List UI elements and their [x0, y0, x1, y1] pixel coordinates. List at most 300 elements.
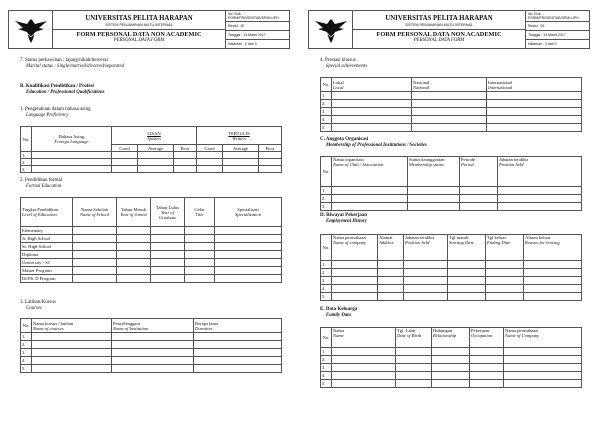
level-good: Good [112, 145, 138, 152]
table-row [321, 195, 582, 203]
col-institution: Penyelenggara Name of Institution [112, 319, 194, 333]
level-cell[interactable] [196, 166, 222, 173]
org-name-input[interactable] [332, 187, 408, 195]
school-input[interactable] [73, 227, 117, 235]
international-input[interactable] [487, 100, 582, 108]
position-input[interactable] [404, 277, 448, 285]
col-name: Nama Name [332, 328, 396, 348]
reason-input[interactable] [524, 285, 582, 293]
col-title: Gelar Title [185, 198, 215, 227]
local-input[interactable] [332, 116, 412, 124]
col-relationship: Hubungan Relationship [432, 328, 470, 348]
school-input[interactable] [73, 243, 117, 251]
family-table [320, 327, 582, 388]
col-reason: Alasan keluar Reason for leaving [524, 235, 582, 261]
formal-education-section [20, 178, 62, 190]
address-input[interactable] [378, 285, 404, 293]
year-in-input[interactable] [117, 259, 151, 267]
table-row [21, 166, 282, 173]
col-local: Lokal Local [332, 78, 412, 92]
level-cell[interactable] [196, 152, 222, 159]
row-number: 3. [21, 166, 32, 173]
local-input[interactable] [332, 100, 412, 108]
table-row [321, 372, 582, 380]
national-input[interactable] [412, 116, 487, 124]
table-row [321, 348, 582, 356]
col-year-joined: Tahun Masuk Year of Joined [117, 198, 151, 227]
course-input[interactable] [32, 365, 112, 373]
occupation-input[interactable] [470, 364, 504, 372]
end-date-input[interactable] [486, 269, 524, 277]
system-name: SISTEM PENJAMINAN MUTU INTERNAL [405, 22, 473, 27]
table-row [321, 203, 582, 211]
position-input[interactable] [404, 261, 448, 269]
membership-section [320, 137, 427, 149]
achievements-subheading: Special achievements [326, 64, 368, 70]
date: Tanggal : 13 Maret 2017 [526, 31, 590, 40]
duration-input[interactable] [194, 341, 282, 349]
level-cell[interactable] [173, 166, 196, 173]
year-out-input[interactable] [151, 243, 185, 251]
row-number: 4. [21, 357, 32, 365]
status-input[interactable] [408, 187, 460, 195]
reason-input[interactable] [524, 261, 582, 269]
col-language: Bahasa Asing Foreign Language [32, 127, 112, 152]
col-spoken: LISAN Spoken [112, 127, 197, 145]
duration-input[interactable] [194, 365, 282, 373]
education-level: Sr. High School [21, 243, 73, 251]
reason-input[interactable] [524, 269, 582, 277]
col-no: No. [321, 157, 332, 187]
page-number: Halaman : 3 dari 3 [526, 40, 590, 49]
table-row [21, 227, 282, 235]
relationship-input[interactable] [432, 380, 470, 388]
level-poor: Poor [258, 145, 281, 152]
col-national: Nasional National [412, 78, 487, 92]
employment-table [320, 234, 582, 301]
marital-status-section [20, 58, 124, 70]
dob-input[interactable] [396, 364, 432, 372]
title-input[interactable] [185, 235, 215, 243]
international-input[interactable] [487, 108, 582, 116]
formal-education-subheading: Formal Education [26, 184, 62, 190]
status-input[interactable] [408, 203, 460, 211]
level-cell[interactable] [196, 159, 222, 166]
row-number: 2. [21, 159, 32, 166]
family-heading: E. Data Keluarga [320, 307, 358, 312]
dob-input[interactable] [396, 372, 432, 380]
education-level: Master Program [21, 267, 73, 275]
specialization-input[interactable] [215, 259, 282, 267]
revision: Revisi : 00 [526, 22, 590, 31]
col-period: Periode Period [460, 157, 498, 187]
row-number: 1. [321, 348, 332, 356]
table-row [321, 285, 582, 293]
family-section [320, 307, 357, 319]
achievements-section [320, 58, 367, 70]
institution-input[interactable] [112, 341, 194, 349]
table-row [321, 124, 582, 132]
relationship-input[interactable] [432, 356, 470, 364]
col-start-date: Tgl masuk Starting Date [448, 235, 486, 261]
formal-education-heading: 2. Pendidikan formal [20, 178, 63, 183]
name-input[interactable] [332, 364, 396, 372]
col-end-date: Tgl keluar Ending Date [486, 235, 524, 261]
national-input[interactable] [412, 108, 487, 116]
table-row [321, 293, 582, 301]
table-row [321, 187, 582, 195]
school-input[interactable] [73, 259, 117, 267]
table-row [21, 159, 282, 166]
form-header [308, 10, 590, 49]
col-position: Jabatan terakhir Position held [404, 235, 448, 261]
relationship-input[interactable] [432, 364, 470, 372]
language-input[interactable] [32, 152, 112, 159]
duration-input[interactable] [194, 357, 282, 365]
achievements-heading: 4. Prestasi khusus [320, 58, 356, 63]
position-input[interactable] [498, 187, 582, 195]
local-input[interactable] [332, 108, 412, 116]
year-out-input[interactable] [151, 251, 185, 259]
address-input[interactable] [378, 269, 404, 277]
specialization-input[interactable] [215, 275, 282, 283]
period-input[interactable] [460, 203, 498, 211]
year-in-input[interactable] [117, 243, 151, 251]
row-number: 3. [321, 364, 332, 372]
end-date-input[interactable] [486, 293, 524, 301]
status-input[interactable] [408, 195, 460, 203]
col-position: Jabatan terakhir Position held [498, 157, 582, 187]
course-input[interactable] [32, 349, 112, 357]
dob-input[interactable] [396, 380, 432, 388]
level-cell[interactable] [138, 159, 174, 166]
company-input[interactable] [332, 285, 378, 293]
start-date-input[interactable] [448, 261, 486, 269]
table-row [321, 100, 582, 108]
col-specialization: Spesialisasi Specialization [215, 198, 282, 227]
specialization-input[interactable] [215, 227, 282, 235]
table-row [21, 365, 282, 373]
language-heading: 1. Pengetahuan dalam bahasa asing [20, 107, 91, 112]
col-no: No. [321, 235, 332, 261]
company-input[interactable] [332, 261, 378, 269]
col-no: No. [21, 319, 32, 333]
year-out-input[interactable] [151, 259, 185, 267]
specialization-input[interactable] [215, 243, 282, 251]
col-org-name: Nama organisasi Name of Club / Association [332, 157, 408, 187]
col-no: No. [21, 127, 32, 152]
relationship-input[interactable] [432, 348, 470, 356]
national-input[interactable] [412, 92, 487, 100]
duration-input[interactable] [194, 349, 282, 357]
institution-input[interactable] [112, 333, 194, 341]
col-school: Nama Sekolah Name of School [73, 198, 117, 227]
year-out-input[interactable] [151, 227, 185, 235]
school-input[interactable] [73, 267, 117, 275]
international-input[interactable] [487, 116, 582, 124]
row-number: 2. [321, 356, 332, 364]
level-cell[interactable] [112, 159, 138, 166]
company-input[interactable] [504, 356, 582, 364]
title-input[interactable] [185, 227, 215, 235]
education-heading: B. Kualifikasi Pendidikan / Profesi [20, 84, 94, 89]
col-duration: Berapa lama Duration [194, 319, 282, 333]
education-level: Diploma [21, 251, 73, 259]
table-row [21, 152, 282, 159]
company-input[interactable] [504, 380, 582, 388]
period-input[interactable] [460, 187, 498, 195]
title-input[interactable] [185, 243, 215, 251]
title-input[interactable] [185, 259, 215, 267]
occupation-input[interactable] [470, 356, 504, 364]
courses-subheading: Courses [26, 306, 42, 312]
local-input[interactable] [332, 124, 412, 132]
revision: Revisi : 00 [226, 22, 290, 31]
level-cell[interactable] [223, 159, 259, 166]
year-in-input[interactable] [117, 251, 151, 259]
company-input[interactable] [504, 372, 582, 380]
level-average: Average [138, 145, 174, 152]
company-input[interactable] [332, 293, 378, 301]
end-date-input[interactable] [486, 277, 524, 285]
name-input[interactable] [332, 372, 396, 380]
position-input[interactable] [404, 269, 448, 277]
col-occupation: Pekerjaan Occupation [470, 328, 504, 348]
col-no: No. [321, 78, 332, 92]
name-input[interactable] [332, 380, 396, 388]
position-input[interactable] [498, 195, 582, 203]
specialization-input[interactable] [215, 267, 282, 275]
table-row [21, 243, 282, 251]
university-name: UNIVERSITAS PELITA HARAPAN [85, 15, 193, 23]
row-number: 1. [21, 333, 32, 341]
family-subheading: Family Data [326, 313, 351, 319]
table-row [321, 261, 582, 269]
row-number: 3. [321, 277, 332, 285]
year-in-input[interactable] [117, 275, 151, 283]
occupation-input[interactable] [470, 372, 504, 380]
achievements-table [320, 77, 582, 132]
col-date-of-birth: Tgl. Lahir Date of Birth [396, 328, 432, 348]
title-input[interactable] [185, 267, 215, 275]
level-cell[interactable] [258, 159, 281, 166]
level-cell[interactable] [138, 152, 174, 159]
education-level: Dr/Ph. D Program [21, 275, 73, 283]
level-cell[interactable] [258, 166, 281, 173]
table-row [21, 341, 282, 349]
form-title: FORM PERSONAL DATA NON ACADEMIC [76, 31, 202, 39]
year-out-input[interactable] [151, 235, 185, 243]
form-subtitle: PERSONAL DATA FORM [413, 38, 465, 44]
school-input[interactable] [73, 235, 117, 243]
row-number: 5. [21, 365, 32, 373]
row-number: 4. [321, 372, 332, 380]
table-row [21, 333, 282, 341]
address-input[interactable] [378, 261, 404, 269]
level-cell[interactable] [112, 166, 138, 173]
org-name-input[interactable] [332, 195, 408, 203]
row-number: 4. [321, 285, 332, 293]
education-level: Jr. High School [21, 235, 73, 243]
row-number: 2. [321, 269, 332, 277]
page-number: Halaman : 2 dari 3 [226, 40, 290, 49]
col-company: Nama perusahaan Name of company [332, 235, 378, 261]
specialization-input[interactable] [215, 235, 282, 243]
duration-input[interactable] [194, 333, 282, 341]
level-average: Average [223, 145, 259, 152]
education-level: University - S1 [21, 259, 73, 267]
university-eagle-logo-icon [9, 11, 53, 49]
education-section [20, 84, 105, 96]
national-input[interactable] [412, 100, 487, 108]
end-date-input[interactable] [486, 261, 524, 269]
address-input[interactable] [378, 277, 404, 285]
education-subheading: Education / Professional Qualifications [26, 90, 105, 96]
table-row [21, 235, 282, 243]
col-company: Nama perusahaan Name of Company [504, 328, 582, 348]
institution-input[interactable] [112, 365, 194, 373]
header-title-block [353, 11, 526, 49]
table-row [321, 92, 582, 100]
employment-section [320, 213, 367, 225]
membership-heading: C. Anggota Organisasi [320, 137, 369, 142]
occupation-input[interactable] [470, 380, 504, 388]
date: Tanggal : 13 Maret 2017 [226, 31, 290, 40]
company-input[interactable] [332, 269, 378, 277]
table-row [321, 277, 582, 285]
reason-input[interactable] [524, 277, 582, 285]
col-international: Internasional International [487, 78, 582, 92]
specialization-input[interactable] [215, 251, 282, 259]
company-input[interactable] [504, 348, 582, 356]
international-input[interactable] [487, 124, 582, 132]
header-title-block [53, 11, 226, 49]
name-input[interactable] [332, 356, 396, 364]
table-row [321, 356, 582, 364]
name-input[interactable] [332, 348, 396, 356]
language-input[interactable] [32, 159, 112, 166]
col-year-graduate: Tahun Lulus Year of Graduate [151, 198, 185, 227]
language-input[interactable] [32, 166, 112, 173]
system-name: SISTEM PENJAMINAN MUTU INTERNAL [105, 22, 173, 27]
language-subheading: Language Proficiency [26, 113, 69, 119]
row-number: 1. [321, 187, 332, 195]
start-date-input[interactable] [448, 285, 486, 293]
title-input[interactable] [185, 275, 215, 283]
table-row [321, 269, 582, 277]
start-date-input[interactable] [448, 293, 486, 301]
table-row [321, 116, 582, 124]
level-good: Good [196, 145, 222, 152]
language-section [20, 107, 91, 119]
table-row [321, 380, 582, 388]
end-date-input[interactable] [486, 285, 524, 293]
row-number: 2. [21, 341, 32, 349]
row-number: 3. [321, 108, 332, 116]
form-title: FORM PERSONAL DATA NON ACADEMIC [376, 31, 502, 39]
col-address: Alamat Address [378, 235, 404, 261]
relationship-input[interactable] [432, 372, 470, 380]
language-table [20, 126, 282, 173]
level-cell[interactable] [112, 152, 138, 159]
row-number: 4. [321, 116, 332, 124]
university-eagle-logo-icon [309, 11, 353, 49]
org-name-input[interactable] [332, 203, 408, 211]
company-input[interactable] [504, 364, 582, 372]
row-number: 1. [321, 92, 332, 100]
occupation-input[interactable] [470, 348, 504, 356]
position-input[interactable] [404, 285, 448, 293]
form-header [8, 10, 290, 49]
row-number: 5. [321, 124, 332, 132]
dob-input[interactable] [396, 348, 432, 356]
course-input[interactable] [32, 333, 112, 341]
row-number: 3. [321, 203, 332, 211]
course-input[interactable] [32, 357, 112, 365]
start-date-input[interactable] [448, 269, 486, 277]
level-cell[interactable] [258, 152, 281, 159]
level-cell[interactable] [223, 166, 259, 173]
dob-input[interactable] [396, 356, 432, 364]
level-cell[interactable] [223, 152, 259, 159]
level-cell[interactable] [138, 166, 174, 173]
courses-heading: 3. Latihan/Kursus [20, 300, 56, 305]
year-in-input[interactable] [117, 267, 151, 275]
local-input[interactable] [332, 92, 412, 100]
table-row [321, 108, 582, 116]
col-membership-status: Status keanggotaan Membership status [408, 157, 460, 187]
international-input[interactable] [487, 92, 582, 100]
year-out-input[interactable] [151, 267, 185, 275]
year-out-input[interactable] [151, 275, 185, 283]
table-row [21, 267, 282, 275]
form-subtitle: PERSONAL DATA FORM [113, 38, 165, 44]
col-level: Tingkat Pendidikan Level of Education [21, 198, 73, 227]
position-input[interactable] [498, 203, 582, 211]
table-row [21, 357, 282, 365]
row-number: 3. [21, 349, 32, 357]
reason-input[interactable] [524, 293, 582, 301]
row-number: 1. [321, 261, 332, 269]
level-cell[interactable] [173, 159, 196, 166]
row-number: 2. [321, 195, 332, 203]
period-input[interactable] [460, 195, 498, 203]
col-course-name: Nama kursus / latihan Name of courses [32, 319, 112, 333]
title-input[interactable] [185, 251, 215, 259]
employment-subheading: Employment History [326, 219, 367, 225]
table-row [21, 251, 282, 259]
school-input[interactable] [73, 275, 117, 283]
education-level: Elementary [21, 227, 73, 235]
university-name: UNIVERSITAS PELITA HARAPAN [385, 15, 493, 23]
table-row [21, 275, 282, 283]
start-date-input[interactable] [448, 277, 486, 285]
marital-status-sub: Marital status : Single/married/divorced/separated [26, 64, 125, 70]
national-input[interactable] [412, 124, 487, 132]
doc-number: No. Dok. : FORM/PROSDSTAB/SPMI-UPH [526, 11, 590, 22]
school-input[interactable] [73, 251, 117, 259]
institution-input[interactable] [112, 357, 194, 365]
course-input[interactable] [32, 341, 112, 349]
year-in-input[interactable] [117, 235, 151, 243]
address-input[interactable] [378, 293, 404, 301]
form-page-3 [300, 0, 600, 424]
company-input[interactable] [332, 277, 378, 285]
position-input[interactable] [404, 293, 448, 301]
level-cell[interactable] [173, 152, 196, 159]
institution-input[interactable] [112, 349, 194, 357]
year-in-input[interactable] [117, 227, 151, 235]
